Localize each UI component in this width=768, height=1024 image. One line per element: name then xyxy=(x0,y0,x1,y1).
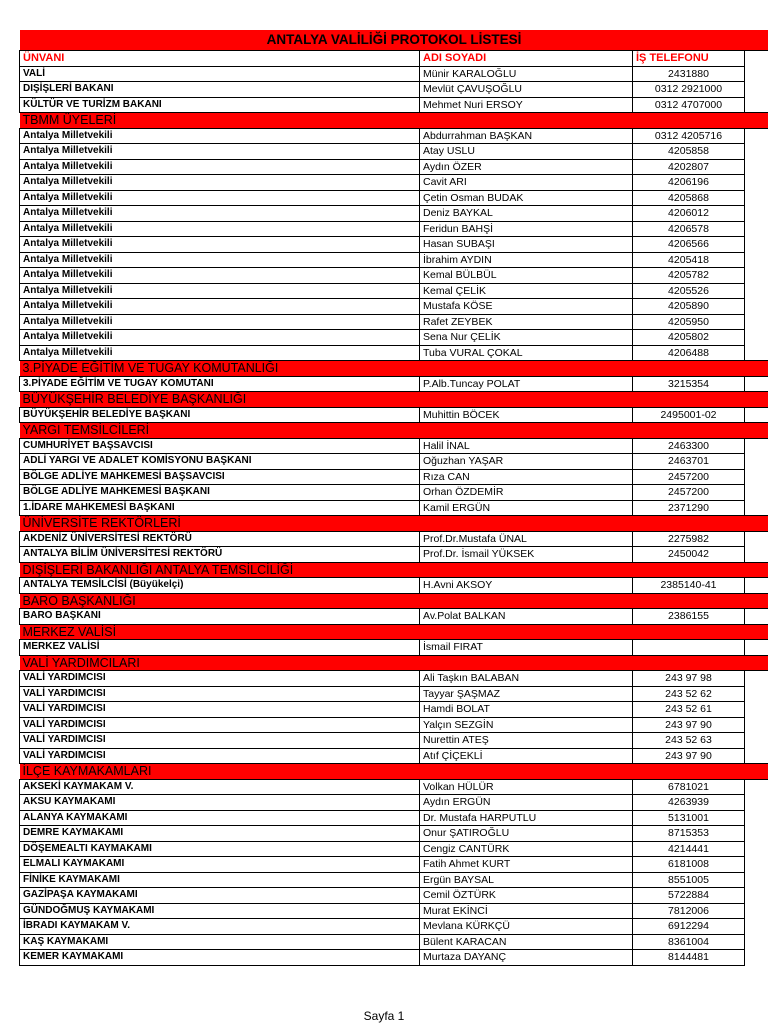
empty-cell xyxy=(745,671,768,687)
name-cell: Aydın ERGÜN xyxy=(420,795,633,811)
header-unvani: ÜNVANI xyxy=(20,51,420,67)
empty-cell xyxy=(745,407,768,423)
empty-cell xyxy=(745,97,768,113)
unvan-cell: Antalya Milletvekili xyxy=(20,345,420,361)
name-cell: Sena Nur ÇELİK xyxy=(420,330,633,346)
unvan-cell: Antalya Milletvekili xyxy=(20,128,420,144)
phone-cell: 4205782 xyxy=(633,268,745,284)
section-title: ÜNİVERSİTE REKTÖRLERİ xyxy=(20,516,768,532)
phone-cell: 4205802 xyxy=(633,330,745,346)
table-row xyxy=(20,934,768,950)
empty-cell xyxy=(745,190,768,206)
unvan-cell: Antalya Milletvekili xyxy=(20,314,420,330)
name-cell: Deniz BAYKAL xyxy=(420,206,633,222)
name-cell: Prof.Dr. İsmail YÜKSEK xyxy=(420,547,633,563)
phone-cell: 8551005 xyxy=(633,872,745,888)
name-cell: Muhittin BÖCEK xyxy=(420,407,633,423)
unvan-cell: VALİ YARDIMCISI xyxy=(20,717,420,733)
empty-cell xyxy=(745,469,768,485)
section-title: İLÇE KAYMAKAMLARI xyxy=(20,764,768,780)
unvan-cell: VALİ YARDIMCISI xyxy=(20,748,420,764)
name-cell: Kemal BÜLBÜL xyxy=(420,268,633,284)
page-footer: Sayfa 1 xyxy=(363,1009,405,1023)
empty-cell xyxy=(745,810,768,826)
name-cell: Hasan SUBAŞI xyxy=(420,237,633,253)
section-title: BÜYÜKŞEHİR BELEDİYE BAŞKANLIĞI xyxy=(20,392,768,408)
table-row xyxy=(20,779,768,795)
table-row xyxy=(20,330,768,346)
unvan-cell: DIŞİŞLERİ BAKANI xyxy=(20,82,420,98)
table-row xyxy=(20,671,768,687)
unvan-cell: Antalya Milletvekili xyxy=(20,237,420,253)
section-header-row xyxy=(20,423,768,439)
empty-cell xyxy=(745,640,768,656)
table-row xyxy=(20,841,768,857)
table-row xyxy=(20,268,768,284)
table-row xyxy=(20,159,768,175)
empty-cell xyxy=(745,841,768,857)
unvan-cell: ELMALI KAYMAKAMI xyxy=(20,857,420,873)
name-cell: Ali Taşkın BALABAN xyxy=(420,671,633,687)
empty-cell xyxy=(745,438,768,454)
empty-cell xyxy=(745,779,768,795)
phone-cell: 6912294 xyxy=(633,919,745,935)
empty-cell xyxy=(745,283,768,299)
unvan-cell: ANTALYA BİLİM ÜNİVERSİTESİ REKTÖRÜ xyxy=(20,547,420,563)
table-row xyxy=(20,314,768,330)
phone-cell: 3215354 xyxy=(633,376,745,392)
unvan-cell: KÜLTÜR VE TURİZM BAKANI xyxy=(20,97,420,113)
empty-cell xyxy=(745,547,768,563)
empty-cell xyxy=(745,345,768,361)
unvan-cell: DEMRE KAYMAKAMI xyxy=(20,826,420,842)
empty-cell xyxy=(745,252,768,268)
unvan-cell: MERKEZ VALİSİ xyxy=(20,640,420,656)
unvan-cell: AKSEKİ KAYMAKAM V. xyxy=(20,779,420,795)
section-title: TBMM ÜYELERİ xyxy=(20,113,768,129)
table-row xyxy=(20,888,768,904)
name-cell: İsmail FIRAT xyxy=(420,640,633,656)
unvan-cell: DÖŞEMEALTI KAYMAKAMI xyxy=(20,841,420,857)
header-adi-soyadi: ADI SOYADI xyxy=(420,51,633,67)
section-title: MERKEZ VALİSİ xyxy=(20,624,768,640)
phone-cell: 4206196 xyxy=(633,175,745,191)
table-row xyxy=(20,531,768,547)
phone-cell: 4205526 xyxy=(633,283,745,299)
name-cell: Feridun BAHŞİ xyxy=(420,221,633,237)
empty-cell xyxy=(745,795,768,811)
unvan-cell: VALİ YARDIMCISI xyxy=(20,702,420,718)
unvan-cell: Antalya Milletvekili xyxy=(20,190,420,206)
unvan-cell: Antalya Milletvekili xyxy=(20,283,420,299)
empty-cell xyxy=(745,159,768,175)
table-row xyxy=(20,454,768,470)
empty-cell xyxy=(745,950,768,966)
section-header-row xyxy=(20,392,768,408)
empty-cell xyxy=(745,144,768,160)
phone-cell: 0312 4205716 xyxy=(633,128,745,144)
name-cell: Münir KARALOĞLU xyxy=(420,66,633,82)
phone-cell: 4202807 xyxy=(633,159,745,175)
name-cell: Aydın ÖZER xyxy=(420,159,633,175)
name-cell: Yalçın SEZGİN xyxy=(420,717,633,733)
phone-cell: 7812006 xyxy=(633,903,745,919)
phone-cell: 6181008 xyxy=(633,857,745,873)
name-cell: Atıf ÇİÇEKLİ xyxy=(420,748,633,764)
section-title: BARO BAŞKANLIĞI xyxy=(20,593,768,609)
phone-cell: 4263939 xyxy=(633,795,745,811)
unvan-cell: BÖLGE ADLİYE MAHKEMESİ BAŞKANI xyxy=(20,485,420,501)
unvan-cell: KEMER KAYMAKAMI xyxy=(20,950,420,966)
phone-cell: 0312 4707000 xyxy=(633,97,745,113)
empty-cell xyxy=(745,826,768,842)
phone-cell: 2457200 xyxy=(633,469,745,485)
phone-cell: 243 52 61 xyxy=(633,702,745,718)
phone-cell: 8715353 xyxy=(633,826,745,842)
empty-cell xyxy=(745,888,768,904)
empty-cell xyxy=(745,82,768,98)
phone-cell: 2275982 xyxy=(633,531,745,547)
phone-cell: 4214441 xyxy=(633,841,745,857)
unvan-cell: VALİ YARDIMCISI xyxy=(20,686,420,702)
section-header-row xyxy=(20,562,768,578)
empty-cell xyxy=(745,733,768,749)
empty-cell xyxy=(745,314,768,330)
empty-cell xyxy=(745,872,768,888)
name-cell: Mevlüt ÇAVUŞOĞLU xyxy=(420,82,633,98)
phone-cell: 2386155 xyxy=(633,609,745,625)
table-row xyxy=(20,299,768,315)
empty-cell xyxy=(745,578,768,594)
unvan-cell: VALİ YARDIMCISI xyxy=(20,671,420,687)
header-row xyxy=(20,51,768,67)
unvan-cell: KAŞ KAYMAKAMI xyxy=(20,934,420,950)
section-header-row xyxy=(20,361,768,377)
phone-cell: 2457200 xyxy=(633,485,745,501)
empty-cell xyxy=(745,268,768,284)
table-row xyxy=(20,407,768,423)
table-row xyxy=(20,175,768,191)
unvan-cell: BÜYÜKŞEHİR BELEDİYE BAŞKANI xyxy=(20,407,420,423)
unvan-cell: Antalya Milletvekili xyxy=(20,268,420,284)
name-cell: Mehmet Nuri ERSOY xyxy=(420,97,633,113)
name-cell: Volkan HÜLÜR xyxy=(420,779,633,795)
empty-cell xyxy=(745,299,768,315)
table-row xyxy=(20,919,768,935)
table-row xyxy=(20,206,768,222)
phone-cell: 4206012 xyxy=(633,206,745,222)
unvan-cell: ADLİ YARGI VE ADALET KOMİSYONU BAŞKANI xyxy=(20,454,420,470)
empty-cell xyxy=(745,376,768,392)
name-cell: Abdurrahman BAŞKAN xyxy=(420,128,633,144)
phone-cell: 243 97 90 xyxy=(633,717,745,733)
phone-cell: 2450042 xyxy=(633,547,745,563)
name-cell: H.Avni AKSOY xyxy=(420,578,633,594)
section-header-row xyxy=(20,113,768,129)
unvan-cell: FİNİKE KAYMAKAMI xyxy=(20,872,420,888)
empty-cell xyxy=(745,485,768,501)
header-is-telefonu: İŞ TELEFONU xyxy=(633,51,745,67)
section-header-row xyxy=(20,624,768,640)
section-title: 3.PİYADE EĞİTİM VE TUGAY KOMUTANLIĞI xyxy=(20,361,768,377)
empty-cell xyxy=(745,748,768,764)
table-row xyxy=(20,702,768,718)
name-cell: Kemal ÇELİK xyxy=(420,283,633,299)
unvan-cell: 3.PİYADE EĞİTİM VE TUGAY KOMUTANI xyxy=(20,376,420,392)
phone-cell: 4205868 xyxy=(633,190,745,206)
empty-cell xyxy=(745,934,768,950)
unvan-cell: BARO BAŞKANI xyxy=(20,609,420,625)
unvan-cell: 1.İDARE MAHKEMESİ BAŞKANI xyxy=(20,500,420,516)
table-row xyxy=(20,547,768,563)
table-row xyxy=(20,609,768,625)
name-cell: Cemil ÖZTÜRK xyxy=(420,888,633,904)
empty-cell xyxy=(745,919,768,935)
table-row xyxy=(20,857,768,873)
table-row xyxy=(20,283,768,299)
unvan-cell: GAZİPAŞA KAYMAKAMI xyxy=(20,888,420,904)
phone-cell: 243 97 90 xyxy=(633,748,745,764)
table-row xyxy=(20,82,768,98)
section-title: VALİ YARDIMCILARI xyxy=(20,655,768,671)
phone-cell: 243 97 98 xyxy=(633,671,745,687)
unvan-cell: Antalya Milletvekili xyxy=(20,330,420,346)
phone-cell: 4206578 xyxy=(633,221,745,237)
name-cell: Çetin Osman BUDAK xyxy=(420,190,633,206)
unvan-cell: Antalya Milletvekili xyxy=(20,299,420,315)
name-cell: Nurettin ATEŞ xyxy=(420,733,633,749)
unvan-cell: BÖLGE ADLİYE MAHKEMESİ BAŞSAVCISI xyxy=(20,469,420,485)
empty-cell xyxy=(745,206,768,222)
name-cell: Murat EKİNCİ xyxy=(420,903,633,919)
unvan-cell: ALANYA KAYMAKAMI xyxy=(20,810,420,826)
table-row xyxy=(20,748,768,764)
name-cell: Mustafa KÖSE xyxy=(420,299,633,315)
table-row xyxy=(20,640,768,656)
empty-cell xyxy=(745,221,768,237)
unvan-cell: AKDENİZ ÜNİVERSİTESİ REKTÖRÜ xyxy=(20,531,420,547)
unvan-cell: Antalya Milletvekili xyxy=(20,144,420,160)
phone-cell: 2385140-41 xyxy=(633,578,745,594)
phone-cell: 243 52 62 xyxy=(633,686,745,702)
table-row xyxy=(20,66,768,82)
section-title: YARGI TEMSİLCİLERİ xyxy=(20,423,768,439)
phone-cell: 2495001-02 xyxy=(633,407,745,423)
table-row xyxy=(20,686,768,702)
section-header-row xyxy=(20,764,768,780)
phone-cell: 4205890 xyxy=(633,299,745,315)
section-header-row xyxy=(20,593,768,609)
phone-cell: 2431880 xyxy=(633,66,745,82)
phone-cell: 4206566 xyxy=(633,237,745,253)
name-cell: Mevlana KÜRKÇÜ xyxy=(420,919,633,935)
empty-cell xyxy=(745,500,768,516)
phone-cell: 4206488 xyxy=(633,345,745,361)
name-cell: Halil İNAL xyxy=(420,438,633,454)
phone-cell: 243 52 63 xyxy=(633,733,745,749)
phone-cell: 2371290 xyxy=(633,500,745,516)
empty-cell xyxy=(745,686,768,702)
name-cell: Prof.Dr.Mustafa ÜNAL xyxy=(420,531,633,547)
table-row xyxy=(20,376,768,392)
name-cell: Cengiz CANTÜRK xyxy=(420,841,633,857)
phone-cell: 0312 2921000 xyxy=(633,82,745,98)
phone-cell: 4205418 xyxy=(633,252,745,268)
empty-cell xyxy=(745,237,768,253)
unvan-cell: Antalya Milletvekili xyxy=(20,252,420,268)
table-row xyxy=(20,128,768,144)
name-cell: Kamil ERGÜN xyxy=(420,500,633,516)
table-row xyxy=(20,950,768,966)
empty-cell xyxy=(745,609,768,625)
table-row xyxy=(20,97,768,113)
name-cell: Oğuzhan YAŞAR xyxy=(420,454,633,470)
name-cell: Dr. Mustafa HARPUTLU xyxy=(420,810,633,826)
table-row xyxy=(20,717,768,733)
table-row xyxy=(20,485,768,501)
section-header-row xyxy=(20,655,768,671)
unvan-cell: GÜNDOĞMUŞ KAYMAKAMI xyxy=(20,903,420,919)
unvan-cell: İBRADI KAYMAKAM V. xyxy=(20,919,420,935)
phone-cell: 4205950 xyxy=(633,314,745,330)
table-row xyxy=(20,438,768,454)
unvan-cell: Antalya Milletvekili xyxy=(20,175,420,191)
name-cell: P.Alb.Tuncay POLAT xyxy=(420,376,633,392)
table-row xyxy=(20,810,768,826)
name-cell: İbrahim AYDIN xyxy=(420,252,633,268)
table-row xyxy=(20,345,768,361)
name-cell: Fatih Ahmet KURT xyxy=(420,857,633,873)
table-row xyxy=(20,872,768,888)
table-row xyxy=(20,500,768,516)
table-row xyxy=(20,190,768,206)
protocol-table xyxy=(19,30,768,966)
table-row xyxy=(20,252,768,268)
phone-cell: 4205858 xyxy=(633,144,745,160)
name-cell: Atay USLU xyxy=(420,144,633,160)
unvan-cell: VALİ YARDIMCISI xyxy=(20,733,420,749)
name-cell: Tayyar ŞAŞMAZ xyxy=(420,686,633,702)
table-row xyxy=(20,221,768,237)
unvan-cell: VALİ xyxy=(20,66,420,82)
name-cell: Av.Polat BALKAN xyxy=(420,609,633,625)
phone-cell: 2463300 xyxy=(633,438,745,454)
unvan-cell: AKSU KAYMAKAMI xyxy=(20,795,420,811)
table-row xyxy=(20,237,768,253)
name-cell: Cavit ARI xyxy=(420,175,633,191)
empty-cell xyxy=(745,454,768,470)
empty-cell xyxy=(745,702,768,718)
empty-cell xyxy=(745,66,768,82)
phone-cell: 8144481 xyxy=(633,950,745,966)
section-header-row xyxy=(20,516,768,532)
unvan-cell: CUMHURİYET BAŞSAVCISI xyxy=(20,438,420,454)
empty-cell xyxy=(745,175,768,191)
phone-cell: 6781021 xyxy=(633,779,745,795)
table-row xyxy=(20,903,768,919)
unvan-cell: Antalya Milletvekili xyxy=(20,206,420,222)
phone-cell: 2463701 xyxy=(633,454,745,470)
empty-cell xyxy=(745,128,768,144)
phone-cell xyxy=(633,640,745,656)
table-row xyxy=(20,795,768,811)
empty-cell xyxy=(745,330,768,346)
name-cell: Tuba VURAL ÇOKAL xyxy=(420,345,633,361)
table-row xyxy=(20,469,768,485)
table-row xyxy=(20,578,768,594)
empty-cell xyxy=(745,903,768,919)
table-row xyxy=(20,826,768,842)
name-cell: Bülent KARACAN xyxy=(420,934,633,950)
unvan-cell: Antalya Milletvekili xyxy=(20,159,420,175)
phone-cell: 8361004 xyxy=(633,934,745,950)
phone-cell: 5722884 xyxy=(633,888,745,904)
unvan-cell: Antalya Milletvekili xyxy=(20,221,420,237)
phone-cell: 5131001 xyxy=(633,810,745,826)
name-cell: Orhan ÖZDEMİR xyxy=(420,485,633,501)
empty-cell xyxy=(745,531,768,547)
name-cell: Ergün BAYSAL xyxy=(420,872,633,888)
empty-cell xyxy=(745,857,768,873)
name-cell: Rıza CAN xyxy=(420,469,633,485)
name-cell: Rafet ZEYBEK xyxy=(420,314,633,330)
empty-cell xyxy=(745,717,768,733)
page-title: ANTALYA VALİLİĞİ PROTOKOL LİSTESİ xyxy=(20,30,768,51)
name-cell: Onur ŞATIROĞLU xyxy=(420,826,633,842)
table-row xyxy=(20,144,768,160)
section-title: DIŞİŞLERİ BAKANLIĞI ANTALYA TEMSİLCİLİĞİ xyxy=(20,562,768,578)
name-cell: Hamdi BOLAT xyxy=(420,702,633,718)
name-cell: Murtaza DAYANÇ xyxy=(420,950,633,966)
unvan-cell: ANTALYA TEMSİLCİSİ (Büyükelçi) xyxy=(20,578,420,594)
empty-cell xyxy=(745,51,768,67)
table-row xyxy=(20,733,768,749)
